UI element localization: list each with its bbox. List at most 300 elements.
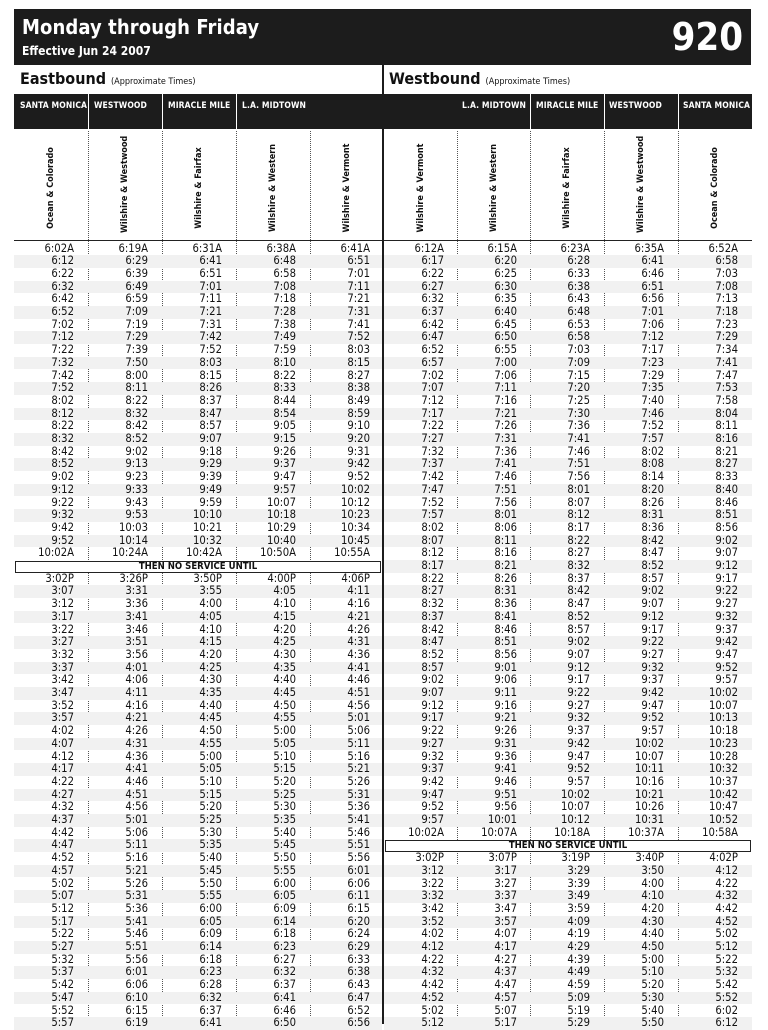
departure-time: 5:32 (51, 952, 74, 966)
departure-time: 6:20 (347, 914, 370, 928)
departure-time: 9:02 (567, 635, 590, 649)
departure-time: 8:17 (421, 559, 444, 572)
departure-time: 4:49 (567, 965, 590, 979)
departure-time: 5:00 (273, 724, 296, 738)
departure-time: 6:23A (560, 241, 590, 255)
departure-time: 7:27 (421, 432, 444, 445)
departure-time: 9:33 (125, 482, 148, 496)
departure-time: 4:15 (273, 609, 296, 623)
departure-time: 9:57 (715, 673, 738, 687)
departure-time: 5:50 (199, 876, 222, 890)
departure-time: 4:51 (125, 787, 148, 801)
departure-time: 10:50A (260, 546, 296, 560)
eastbound-trip-row (14, 852, 382, 865)
departure-time: 10:02A (408, 825, 444, 839)
westbound-trip-row (384, 484, 752, 497)
departure-time: 10:02 (708, 686, 738, 699)
departure-time: 3:47 (494, 901, 517, 915)
departure-time: 5:02 (421, 1003, 444, 1017)
departure-time: 7:31 (494, 432, 517, 445)
eastbound-trip-row (14, 814, 382, 827)
departure-time: 3:55 (199, 584, 222, 598)
departure-time: 7:40 (641, 393, 664, 407)
eastbound-trip-row (14, 344, 382, 357)
departure-time: 6:49 (125, 279, 148, 293)
departure-time: 4:20 (199, 647, 222, 661)
eastbound-stop-name: Wilshire & Westwood (120, 135, 130, 233)
departure-time: 9:12 (567, 660, 590, 674)
departure-time: 7:30 (567, 406, 590, 420)
departure-time: 10:52 (708, 813, 738, 826)
departure-time: 4:02P (709, 851, 738, 865)
departure-time: 4:45 (273, 686, 296, 699)
westbound-region-label: L.A. MIDTOWN (462, 101, 526, 111)
departure-time: 6:40 (494, 305, 517, 318)
departure-time: 3:46 (125, 622, 148, 636)
departure-time: 4:52 (715, 914, 738, 928)
departure-time: 4:40 (641, 927, 664, 941)
departure-time: 4:57 (494, 990, 517, 1004)
departure-time: 5:10 (273, 749, 296, 763)
departure-time: 5:42 (51, 978, 74, 992)
departure-time: 9:32 (567, 711, 590, 725)
departure-time: 6:37 (421, 305, 444, 318)
departure-time: 7:11 (494, 381, 517, 395)
departure-time: 4:50 (199, 724, 222, 738)
departure-time: 3:12 (51, 597, 74, 611)
departure-time: 5:47 (51, 990, 74, 1004)
departure-time: 8:31 (494, 584, 517, 598)
eastbound-trip-row (14, 725, 382, 738)
departure-time: 8:22 (51, 419, 74, 433)
departure-time: 10:28 (708, 749, 738, 763)
eastbound-region-bar (14, 94, 382, 129)
departure-time: 10:14 (118, 533, 148, 547)
departure-time: 8:26 (494, 571, 517, 585)
departure-time: 7:12 (421, 393, 444, 407)
departure-time: 3:51 (125, 635, 148, 649)
departure-time: 6:35A (634, 241, 664, 255)
eastbound-trip-row (14, 395, 382, 408)
departure-time: 5:05 (199, 762, 222, 776)
departure-time: 7:46 (567, 444, 590, 458)
departure-time: 10:07 (708, 698, 738, 712)
departure-time: 7:57 (641, 432, 664, 445)
departure-time: 5:41 (125, 914, 148, 928)
departure-time: 6:20 (494, 254, 517, 268)
departure-time: 8:26 (641, 495, 664, 509)
departure-time: 5:16 (125, 851, 148, 865)
departure-time: 4:22 (51, 774, 74, 788)
departure-time: 5:31 (125, 889, 148, 903)
departure-time: 6:32 (51, 279, 74, 293)
westbound-trip-row (384, 687, 752, 700)
departure-time: 9:22 (567, 686, 590, 699)
departure-time: 9:31 (494, 736, 517, 750)
departure-time: 4:16 (125, 698, 148, 712)
departure-time: 8:07 (567, 495, 590, 509)
westbound-no-service-note: THEN NO SERVICE UNTIL (385, 840, 751, 852)
departure-time: 4:30 (273, 647, 296, 661)
eastbound-trip-row (14, 471, 382, 484)
departure-time: 7:18 (273, 292, 296, 306)
departure-time: 6:38A (266, 241, 296, 255)
departure-time: 4:39 (567, 952, 590, 966)
departure-time: 7:09 (125, 305, 148, 318)
departure-time: 9:22 (51, 495, 74, 509)
departure-time: 6:06 (125, 978, 148, 992)
departure-time: 8:11 (715, 419, 738, 433)
departure-time: 3:57 (51, 711, 74, 725)
departure-time: 3:22 (421, 876, 444, 890)
westbound-stop-name: Ocean & Colorado (710, 147, 720, 229)
departure-time: 8:02 (641, 444, 664, 458)
departure-time: 8:06 (494, 520, 517, 534)
header-rule (14, 240, 382, 241)
departure-time: 9:52 (421, 800, 444, 814)
schedule-title: Monday through Friday (22, 15, 260, 39)
departure-time: 8:40 (715, 482, 738, 496)
departure-time: 3:29 (567, 863, 590, 877)
departure-time: 4:35 (199, 686, 222, 699)
departure-time: 9:20 (347, 432, 370, 445)
departure-time: 9:18 (199, 444, 222, 458)
departure-time: 5:21 (125, 863, 148, 877)
departure-time: 5:10 (641, 965, 664, 979)
departure-time: 3:17 (51, 609, 74, 623)
departure-time: 5:40 (273, 825, 296, 839)
departure-time: 6:33 (347, 952, 370, 966)
departure-time: 10:23 (340, 508, 370, 522)
departure-time: 8:52 (125, 432, 148, 445)
departure-time: 10:10 (192, 508, 222, 522)
departure-time: 10:34 (340, 520, 370, 534)
departure-time: 3:41 (125, 609, 148, 623)
departure-time: 6:43 (347, 978, 370, 992)
departure-time: 9:52 (51, 533, 74, 547)
departure-time: 4:06P (341, 571, 370, 585)
departure-time: 6:09 (273, 901, 296, 915)
westbound-trip-row (384, 979, 752, 992)
departure-time: 8:12 (421, 546, 444, 560)
departure-time: 3:12 (421, 863, 444, 877)
departure-time: 5:11 (347, 736, 370, 750)
departure-time: 7:06 (641, 317, 664, 331)
departure-time: 6:45 (494, 317, 517, 331)
departure-time: 6:02A (44, 241, 74, 255)
departure-time: 9:47 (715, 647, 738, 661)
departure-time: 7:23 (715, 317, 738, 331)
departure-time: 9:02 (421, 673, 444, 687)
departure-time: 8:00 (125, 368, 148, 382)
departure-time: 7:21 (199, 305, 222, 318)
departure-time: 4:36 (125, 749, 148, 763)
departure-time: 10:40 (266, 533, 296, 547)
departure-time: 8:52 (51, 457, 74, 471)
departure-time: 5:15 (273, 762, 296, 776)
westbound-trip-row (384, 992, 752, 1005)
departure-time: 6:02 (715, 1003, 738, 1017)
departure-time: 5:31 (347, 787, 370, 801)
departure-time: 8:22 (273, 368, 296, 382)
departure-time: 6:52 (421, 343, 444, 357)
departure-time: 8:57 (567, 622, 590, 636)
departure-time: 7:00 (494, 355, 517, 369)
departure-time: 7:41 (715, 355, 738, 369)
departure-time: 4:59 (567, 978, 590, 992)
eastbound-stop-name: Wilshire & Western (268, 143, 278, 233)
departure-time: 5:50 (641, 1016, 664, 1030)
eastbound-region-label: SANTA MONICA (20, 101, 88, 111)
departure-time: 7:32 (51, 355, 74, 369)
departure-time: 6:29 (347, 940, 370, 953)
departure-time: 4:17 (51, 762, 74, 776)
westbound-stop-name: Wilshire & Fairfax (562, 147, 572, 229)
departure-time: 4:29 (567, 940, 590, 953)
departure-time: 6:37 (199, 1003, 222, 1017)
westbound-trip-row (384, 306, 752, 319)
departure-time: 5:15 (199, 787, 222, 801)
departure-time: 6:05 (273, 889, 296, 903)
departure-time: 7:21 (494, 406, 517, 420)
departure-time: 8:47 (641, 546, 664, 560)
departure-time: 9:59 (199, 495, 222, 509)
eastbound-trip-row (14, 547, 382, 560)
departure-time: 8:15 (347, 355, 370, 369)
departure-time: 10:58A (702, 825, 738, 839)
departure-time: 9:52 (715, 660, 738, 674)
departure-time: 7:22 (421, 419, 444, 433)
departure-time: 6:58 (273, 266, 296, 280)
departure-time: 5:45 (199, 863, 222, 877)
departure-time: 9:39 (199, 470, 222, 484)
departure-time: 4:07 (51, 736, 74, 750)
departure-time: 4:41 (125, 762, 148, 776)
departure-time: 9:49 (199, 482, 222, 496)
departure-time: 5:56 (125, 952, 148, 966)
departure-time: 6:18 (199, 952, 222, 966)
departure-time: 4:15 (199, 635, 222, 649)
departure-time: 8:54 (273, 406, 296, 420)
departure-time: 4:27 (51, 787, 74, 801)
eastbound-stop-name: Wilshire & Fairfax (194, 147, 204, 229)
departure-time: 4:52 (421, 990, 444, 1004)
departure-time: 3:50P (193, 571, 222, 585)
departure-time: 8:26 (199, 381, 222, 395)
eastbound-trip-row (14, 509, 382, 522)
region-separator (678, 94, 679, 129)
departure-time: 9:57 (567, 774, 590, 788)
westbound-region-bar (384, 94, 752, 129)
departure-time: 3:32 (421, 889, 444, 903)
departure-time: 6:23 (273, 940, 296, 953)
departure-time: 6:32 (421, 292, 444, 306)
departure-time: 9:43 (125, 495, 148, 509)
departure-time: 10:16 (634, 774, 664, 788)
departure-time: 7:13 (715, 292, 738, 306)
departure-time: 8:27 (567, 546, 590, 560)
departure-time: 7:53 (715, 381, 738, 395)
departure-time: 4:10 (273, 597, 296, 611)
departure-time: 5:12 (715, 940, 738, 953)
eastbound-region-label: WESTWOOD (94, 101, 147, 111)
westbound-trip-row (384, 471, 752, 484)
departure-time: 6:15 (125, 1003, 148, 1017)
departure-time: 6:46 (273, 1003, 296, 1017)
departure-time: 8:37 (199, 393, 222, 407)
departure-time: 3:57 (494, 914, 517, 928)
departure-time: 9:47 (567, 749, 590, 763)
departure-time: 8:14 (641, 470, 664, 484)
departure-time: 4:00P (267, 571, 296, 585)
departure-time: 10:21 (192, 520, 222, 534)
departure-time: 7:17 (641, 343, 664, 357)
departure-time: 7:01 (641, 305, 664, 318)
departure-time: 6:47 (347, 990, 370, 1004)
eastbound-heading (20, 69, 196, 88)
departure-time: 5:40 (199, 851, 222, 865)
departure-time: 7:42 (421, 470, 444, 484)
departure-time: 5:25 (199, 813, 222, 826)
departure-time: 8:33 (273, 381, 296, 395)
departure-time: 8:59 (347, 406, 370, 420)
eastbound-trip-row (14, 433, 382, 446)
departure-time: 5:05 (273, 736, 296, 750)
departure-time: 6:22 (51, 266, 74, 280)
departure-time: 5:36 (347, 800, 370, 814)
departure-time: 7:52 (421, 495, 444, 509)
departure-time: 9:07 (567, 647, 590, 661)
departure-time: 5:00 (641, 952, 664, 966)
departure-time: 9:12 (715, 559, 738, 572)
westbound-region-label: MIRACLE MILE (536, 101, 599, 111)
departure-time: 8:49 (347, 393, 370, 407)
departure-time: 3:39 (567, 876, 590, 890)
departure-time: 10:45 (340, 533, 370, 547)
departure-time: 8:01 (494, 508, 517, 522)
departure-time: 5:19 (567, 1003, 590, 1017)
departure-time: 6:41 (199, 254, 222, 268)
departure-time: 6:58 (567, 330, 590, 344)
departure-time: 5:02 (51, 876, 74, 890)
eastbound-title: Eastbound (20, 69, 106, 88)
departure-time: 9:42 (641, 686, 664, 699)
departure-time: 4:02 (421, 927, 444, 941)
departure-time: 4:52 (51, 851, 74, 865)
departure-time: 8:46 (494, 622, 517, 636)
departure-time: 8:57 (199, 419, 222, 433)
westbound-trip-row (384, 890, 752, 903)
departure-time: 8:11 (125, 381, 148, 395)
departure-time: 6:37 (273, 978, 296, 992)
departure-time: 9:01 (494, 660, 517, 674)
departure-time: 9:42 (347, 457, 370, 471)
departure-time: 8:15 (199, 368, 222, 382)
departure-time: 4:27 (494, 952, 517, 966)
departure-time: 6:28 (567, 254, 590, 268)
departure-time: 6:48 (567, 305, 590, 318)
departure-time: 6:42 (51, 292, 74, 306)
departure-time: 6:15A (487, 241, 517, 255)
departure-time: 7:09 (567, 355, 590, 369)
departure-time: 3:49 (567, 889, 590, 903)
departure-time: 4:32 (51, 800, 74, 814)
departure-time: 4:40 (273, 673, 296, 687)
eastbound-trip-row (14, 268, 382, 281)
departure-time: 9:29 (199, 457, 222, 471)
departure-time: 5:51 (125, 940, 148, 953)
departure-time: 6:46 (641, 266, 664, 280)
departure-time: 8:42 (641, 533, 664, 547)
departure-time: 4:11 (347, 584, 370, 598)
route-number: 920 (671, 15, 743, 59)
departure-time: 9:47 (641, 698, 664, 712)
departure-time: 10:55A (334, 546, 370, 560)
departure-time: 3:19P (561, 851, 590, 865)
departure-time: 6:14 (199, 940, 222, 953)
westbound-stop-name: Wilshire & Vermont (416, 143, 426, 233)
departure-time: 4:09 (567, 914, 590, 928)
departure-time: 9:05 (273, 419, 296, 433)
departure-time: 5:35 (199, 838, 222, 852)
departure-time: 4:45 (199, 711, 222, 725)
departure-time: 10:47 (708, 800, 738, 814)
departure-time: 6:32 (273, 965, 296, 979)
departure-time: 8:32 (51, 432, 74, 445)
westbound-trip-row (384, 255, 752, 268)
departure-time: 8:27 (715, 457, 738, 471)
departure-time: 9:22 (421, 724, 444, 738)
departure-time: 5:07 (51, 889, 74, 903)
departure-time: 8:56 (494, 647, 517, 661)
departure-time: 4:00 (199, 597, 222, 611)
departure-time: 9:46 (494, 774, 517, 788)
eastbound-trip-row (14, 941, 382, 954)
departure-time: 7:22 (51, 343, 74, 357)
departure-time: 10:13 (708, 711, 738, 725)
departure-time: 8:42 (567, 584, 590, 598)
departure-time: 9:02 (51, 470, 74, 484)
departure-time: 4:19 (567, 927, 590, 941)
departure-time: 4:17 (494, 940, 517, 953)
departure-time: 3:37 (494, 889, 517, 903)
departure-time: 5:29 (567, 1016, 590, 1030)
departure-time: 9:22 (715, 584, 738, 598)
departure-time: 5:16 (347, 749, 370, 763)
departure-time: 6:00 (273, 876, 296, 890)
departure-time: 4:01 (125, 660, 148, 674)
departure-time: 10:11 (634, 762, 664, 776)
departure-time: 7:11 (347, 279, 370, 293)
westbound-trip-row (384, 598, 752, 611)
departure-time: 8:33 (715, 470, 738, 484)
departure-time: 5:55 (273, 863, 296, 877)
departure-time: 4:50 (641, 940, 664, 953)
departure-time: 8:16 (715, 432, 738, 445)
departure-time: 9:41 (494, 762, 517, 776)
departure-time: 4:31 (347, 635, 370, 649)
departure-time: 6:42 (421, 317, 444, 331)
departure-time: 4:21 (347, 609, 370, 623)
departure-time: 9:27 (567, 698, 590, 712)
departure-time: 5:25 (273, 787, 296, 801)
eastbound-approx: (Approximate Times) (111, 77, 196, 87)
departure-time: 5:46 (125, 927, 148, 941)
departure-time: 9:16 (494, 698, 517, 712)
departure-time: 9:32 (51, 508, 74, 522)
departure-time: 5:36 (125, 901, 148, 915)
departure-time: 10:42 (708, 787, 738, 801)
